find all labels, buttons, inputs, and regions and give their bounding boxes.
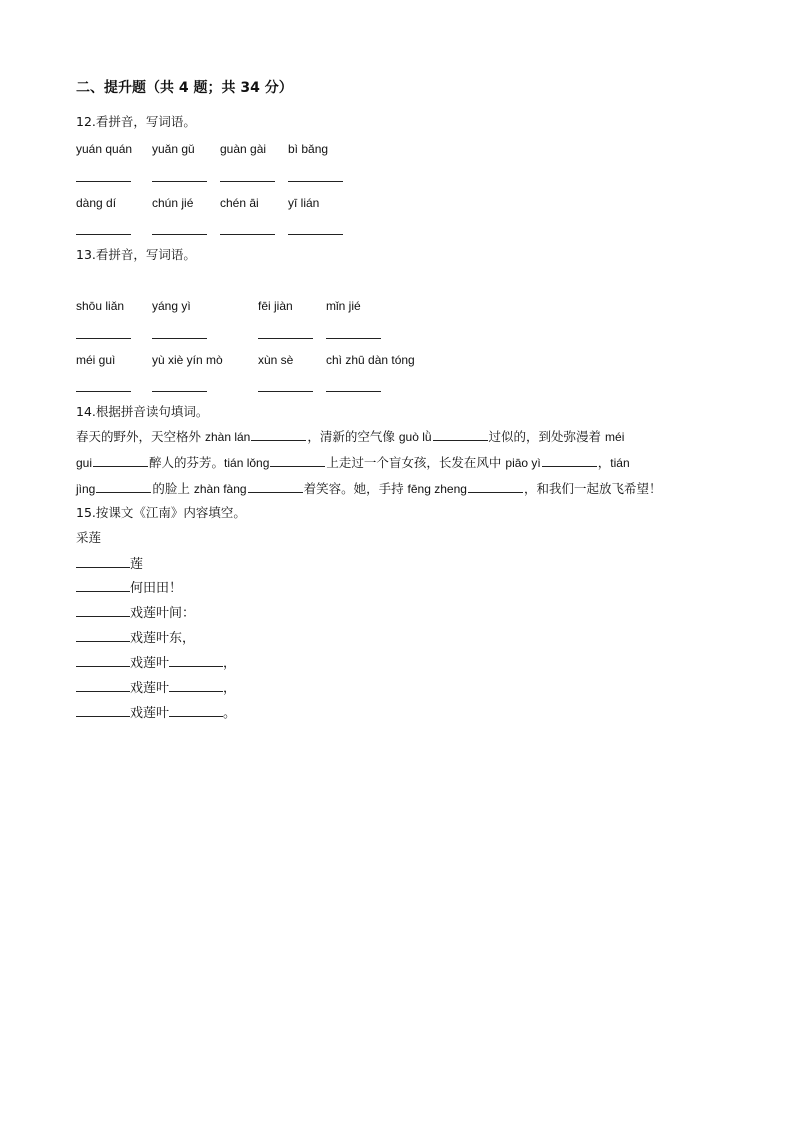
poem-blank-7b[interactable] xyxy=(169,704,223,717)
q14-pinyin-tian: tián xyxy=(610,456,630,470)
poem-title: 采莲 xyxy=(76,530,102,545)
q14-line-1: 春天的野外，天空格外 zhàn lán ，清新的空气像 guò lǜ 过似的，到处弥漫着 méi xyxy=(76,429,625,444)
q14-pinyin-fengzheng: fēng zheng xyxy=(407,482,467,496)
q12-answer-blank-3[interactable] xyxy=(220,181,275,182)
q14-prompt: 14.根据拼音读句填词。 xyxy=(76,404,209,419)
q14-passage xyxy=(76,424,716,502)
q12-pinyin-8: yī lián xyxy=(288,196,320,210)
q13-answer-blank-7[interactable] xyxy=(258,391,313,392)
q14-blank-1[interactable] xyxy=(251,428,306,441)
q14-pinyin-zhanfang: zhàn fàng xyxy=(193,482,247,496)
q12-answer-blank-6[interactable] xyxy=(152,234,207,235)
q14-pinyin-tianlong: tián lǒng xyxy=(224,456,270,470)
q12-pinyin-3: guàn gài xyxy=(220,142,267,156)
q12-pinyin-2: yuǎn gǔ xyxy=(152,142,195,156)
q12-pinyin-4: bì bǎng xyxy=(288,142,329,156)
poem-blank-7[interactable] xyxy=(76,704,130,717)
q14-blank-4[interactable] xyxy=(270,454,325,467)
poem-blank-6[interactable] xyxy=(76,679,130,692)
q13-answer-blank-6[interactable] xyxy=(152,391,207,392)
q14-blank-6[interactable] xyxy=(96,480,151,493)
q13-pinyin-3: fēi jiàn xyxy=(258,299,293,313)
poem-blank-4[interactable] xyxy=(76,629,130,642)
poem-line-3: 戏莲叶间： xyxy=(76,604,195,622)
poem-line-7: 戏莲叶 。 xyxy=(76,704,236,722)
q12-pinyin-5: dàng dí xyxy=(76,196,117,210)
q14-pinyin-mei: méi xyxy=(605,430,625,444)
poem-blank-1[interactable] xyxy=(76,555,130,568)
q13-pinyin-8: chì zhū dàn tóng xyxy=(326,353,415,367)
q13-answer-blank-4[interactable] xyxy=(326,338,381,339)
section-title: 二、提升题（共 4 题；共 34 分） xyxy=(76,80,293,96)
poem-line-5: 戏莲叶 ， xyxy=(76,654,236,672)
q13-answer-blank-3[interactable] xyxy=(258,338,313,339)
q13-pinyin-7: xùn sè xyxy=(258,353,294,367)
q12-answer-blank-1[interactable] xyxy=(76,181,131,182)
poem-blank-6b[interactable] xyxy=(169,679,223,692)
q14-pinyin-guolv: guò lǜ xyxy=(398,430,432,444)
q14-blank-8[interactable] xyxy=(468,480,523,493)
q12-pinyin-7: chén āi xyxy=(220,196,259,210)
q13-prompt: 13.看拼音，写词语。 xyxy=(76,247,196,262)
q12-pinyin-6: chún jié xyxy=(152,196,194,210)
q13-answer-blank-5[interactable] xyxy=(76,391,131,392)
q13-answer-blank-1[interactable] xyxy=(76,338,131,339)
q13-pinyin-4: mǐn jié xyxy=(326,299,361,313)
q12-answer-blank-7[interactable] xyxy=(220,234,275,235)
q12-answer-blank-4[interactable] xyxy=(288,181,343,182)
poem-blank-5[interactable] xyxy=(76,654,130,667)
q13-answer-blank-8[interactable] xyxy=(326,391,381,392)
q12-answer-blank-8[interactable] xyxy=(288,234,343,235)
poem-line-1: 莲 xyxy=(76,555,143,573)
poem-line-6: 戏莲叶 ， xyxy=(76,679,236,697)
q12-answer-blank-2[interactable] xyxy=(152,181,207,182)
q14-pinyin-gui: gui xyxy=(76,456,93,470)
poem-line-2: 何田田！ xyxy=(76,579,182,597)
q13-pinyin-1: shōu liǎn xyxy=(76,299,125,313)
q15-prompt: 15.按课文《江南》内容填空。 xyxy=(76,505,246,520)
q14-blank-5[interactable] xyxy=(542,454,597,467)
q12-prompt: 12.看拼音，写词语。 xyxy=(76,114,196,129)
poem-blank-2[interactable] xyxy=(76,579,130,592)
q13-pinyin-5: méi guì xyxy=(76,353,116,367)
q13-pinyin-6: yù xiè yín mò xyxy=(152,353,223,367)
q13-pinyin-2: yáng yì xyxy=(152,299,191,313)
q14-line-2: gui 醉人的芬芳。tián lǒng 上走过一个盲女孩，长发在风中 piāo yì ，tián xyxy=(76,455,630,470)
q14-pinyin-zhanlan: zhàn lán xyxy=(204,430,251,444)
poem-blank-3[interactable] xyxy=(76,604,130,617)
q14-blank-3[interactable] xyxy=(93,454,148,467)
q14-pinyin-jing: jìng xyxy=(76,482,96,496)
q12-answer-blank-5[interactable] xyxy=(76,234,131,235)
q12-pinyin-1: yuán quán xyxy=(76,142,133,156)
poem-line-4: 戏莲叶东， xyxy=(76,629,195,647)
q14-pinyin-piaoyi: piāo yì xyxy=(505,456,541,470)
poem-blank-5b[interactable] xyxy=(169,654,223,667)
q14-blank-7[interactable] xyxy=(248,480,303,493)
q14-blank-2[interactable] xyxy=(433,428,488,441)
q14-line-3: jìng 的脸上 zhàn fàng 着笑容。她，手持 fēng zheng ，和我们一起放飞希望！ xyxy=(76,481,662,496)
q13-answer-blank-2[interactable] xyxy=(152,338,207,339)
